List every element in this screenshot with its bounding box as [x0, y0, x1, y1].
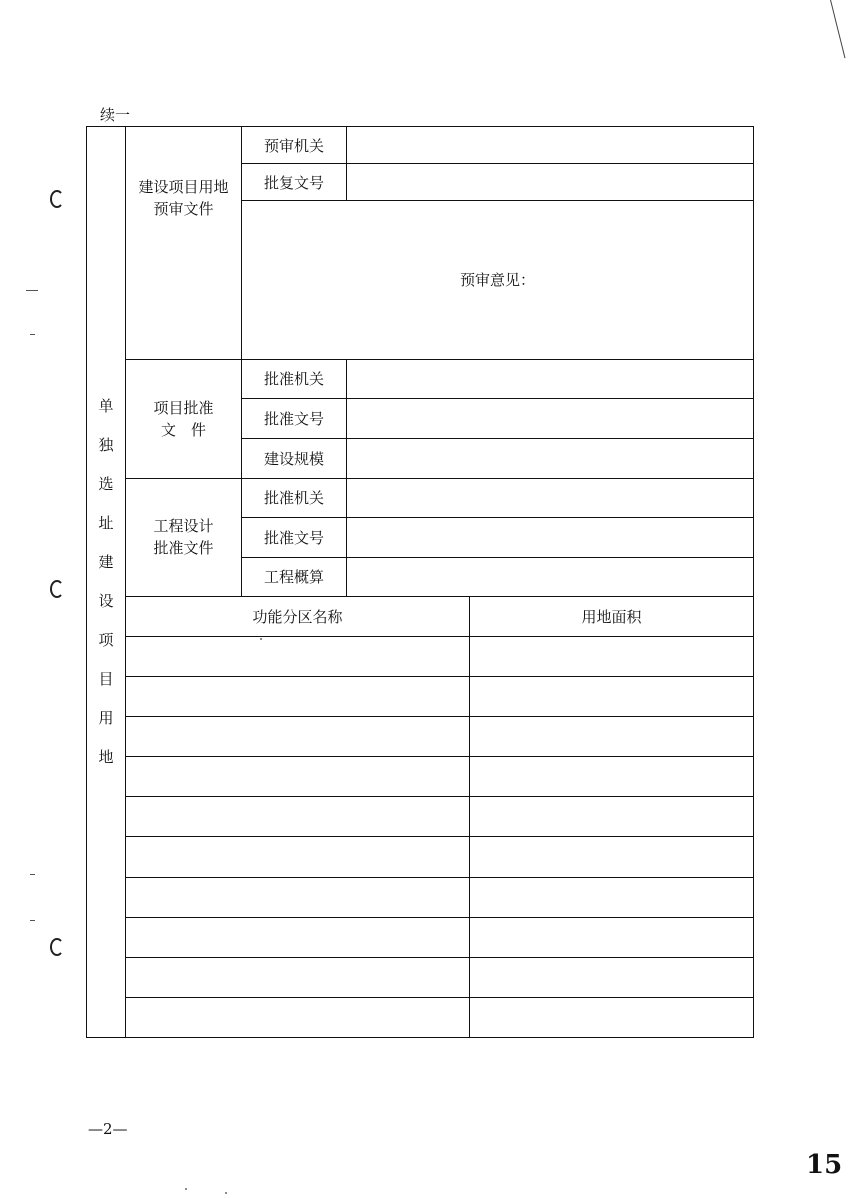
project-approval-doc-number-field[interactable]	[347, 398, 754, 438]
construction-scale-field[interactable]	[347, 438, 754, 478]
zone-name-cell[interactable]	[126, 677, 470, 717]
design-approval-authority-field[interactable]	[347, 478, 754, 517]
approval-doc-number-label: 批复文号	[242, 164, 347, 201]
design-approval-doc-number-label: 批准文号	[242, 517, 347, 557]
project-approval-authority-label: 批准机关	[242, 359, 347, 398]
scan-edge-mark	[830, 0, 845, 58]
functional-zone-name-header: 功能分区名称	[126, 596, 470, 636]
continuation-label: 续一	[100, 106, 131, 124]
project-approval-authority-field[interactable]	[347, 359, 754, 398]
land-area-cell[interactable]	[470, 837, 754, 877]
page-number: —2—	[88, 1120, 128, 1138]
project-approval-doc-number-label: 批准文号	[242, 398, 347, 438]
pre-review-docs-heading: 建设项目用地 预审文件	[126, 127, 242, 360]
binding-hole-middle	[50, 580, 64, 598]
design-approval-authority-label: 批准机关	[242, 478, 347, 517]
zone-name-cell[interactable]	[126, 757, 470, 797]
land-area-cell[interactable]	[470, 637, 754, 677]
table-row	[87, 917, 754, 957]
zone-name-cell[interactable]	[126, 717, 470, 757]
project-budget-label: 工程概算	[242, 557, 347, 596]
construction-scale-label: 建设规模	[242, 438, 347, 478]
land-area-header: 用地面积	[470, 596, 754, 636]
pre-review-opinion-label: 预审意见：	[459, 271, 535, 290]
land-area-cell[interactable]	[470, 877, 754, 917]
table-row	[87, 957, 754, 997]
table-row	[87, 997, 754, 1037]
margin-mark	[30, 920, 35, 921]
zone-name-cell[interactable]	[126, 917, 470, 957]
zone-name-cell[interactable]	[126, 637, 470, 677]
table-row	[87, 757, 754, 797]
scan-speck	[185, 1188, 187, 1190]
land-area-cell[interactable]	[470, 997, 754, 1037]
project-approval-docs-heading: 项目批准 文 件	[126, 359, 242, 478]
zone-name-cell[interactable]	[126, 797, 470, 837]
side-label-single-site-project-land: 单 独 选 址 建 设 项 目 用 地	[87, 127, 126, 1038]
zone-name-cell[interactable]	[126, 837, 470, 877]
margin-mark	[30, 874, 35, 875]
zone-name-cell[interactable]	[126, 997, 470, 1037]
binding-hole-top	[50, 190, 64, 208]
margin-mark	[26, 290, 38, 291]
binding-hole-bottom	[50, 938, 64, 956]
corner-page-number: 15	[806, 1150, 843, 1180]
zone-name-cell[interactable]	[126, 957, 470, 997]
pre-review-opinion-field[interactable]	[242, 201, 754, 359]
land-area-cell[interactable]	[470, 717, 754, 757]
table-row	[87, 637, 754, 677]
design-approval-doc-number-field[interactable]	[347, 517, 754, 557]
design-approval-docs-heading: 工程设计 批准文件	[126, 478, 242, 596]
pre-review-authority-field[interactable]	[347, 127, 754, 164]
table-row	[87, 677, 754, 717]
zone-name-cell[interactable]	[126, 877, 470, 917]
scan-speck	[225, 1192, 227, 1194]
margin-mark	[30, 334, 35, 335]
land-area-cell[interactable]	[470, 757, 754, 797]
pre-review-authority-label: 预审机关	[242, 127, 347, 164]
land-use-form-table	[86, 126, 754, 1038]
land-area-cell[interactable]	[470, 677, 754, 717]
land-area-cell[interactable]	[470, 917, 754, 957]
table-row	[87, 797, 754, 837]
table-row	[87, 877, 754, 917]
land-area-cell[interactable]	[470, 797, 754, 837]
table-row	[87, 717, 754, 757]
project-budget-field[interactable]	[347, 557, 754, 596]
land-area-cell[interactable]	[470, 957, 754, 997]
table-row	[87, 837, 754, 877]
approval-doc-number-field[interactable]	[347, 164, 754, 201]
